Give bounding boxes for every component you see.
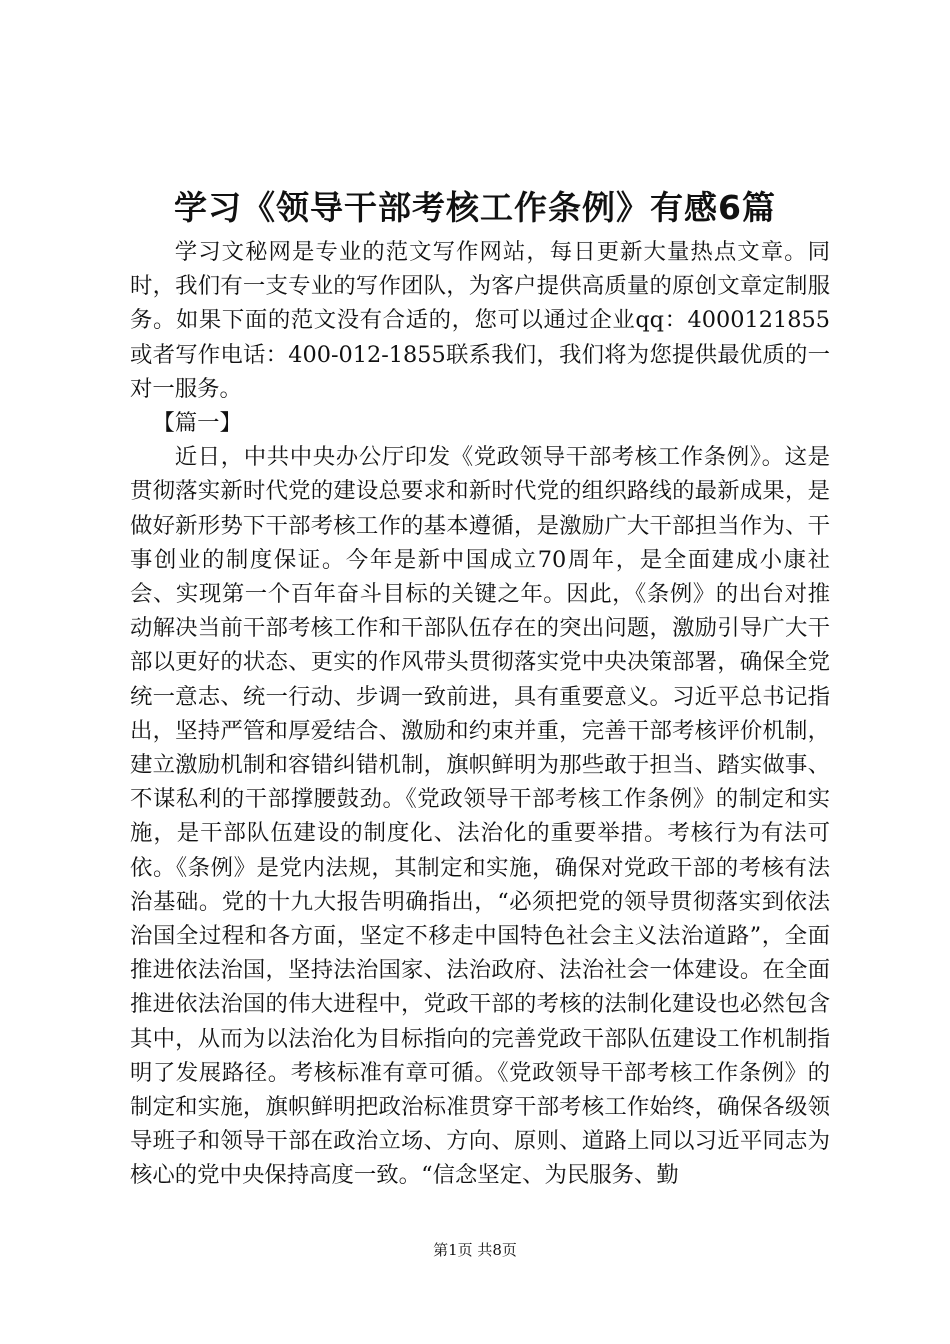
intro-paragraph: 学习文秘网是专业的范文写作网站，每日更新大量热点文章。同时，我们有一支专业的写作团队，为客户提供高质量的原创文章定制服务。如果下面的范文没有合适的，您可以通过企业qq：4000121855或者写作电话：400-012-1855联系我们，我们将为您提供最优质的一对一服务。 [130,239,830,402]
body-paragraph: 近日，中共中央办公厅印发《党政领导干部考核工作条例》。这是贯彻落实新时代党的建设总要求和新时代党的组织路线的最新成果，是做好新形势下干部考核工作的基本遵循，是激励广大干部担当作为、干事创业的制度保证。今年是新中国成立70周年，是全面建成小康社会、实现第一个百年奋斗目标的关键之年。因此，《条例》的出台对推动解决当前干部考核工作和干部队伍存在的突出问题，激励引导广大干部以更好的状态、更实的作风带头贯彻落实党中央决策部署，确保全党统一意志、统一行动、步调一致前进，具有重要意义。习近平总书记指出，坚持严管和厚爱结合、激励和约束并重，完善干部考核评价机制，建立激励机制和容错纠错机制，旗帜鲜明为那些敢于担当、踏实做事、不谋私利的干部撑腰鼓劲。《党政领导干部考核工作条例》的制定和实施，是干部队伍建设的制度化、法治化的重要举措。考核行为有法可依。《条例》是党内法规，其制定和实施，确保对党政干部的考核有法治基础。党的十九大报告明确指出，“必须把党的领导贯彻落实到依法治国全过程和各方面，坚定不移走中国特色社会主义法治道路”，全面推进依法治国，坚持法治国家、法治政府、法治社会一体建设。在全面推进依法治国的伟大进程中，党政干部的考核的法制化建设也必然包含其中，从而为以法治化为目标指向的完善党政干部队伍建设工作机制指明了发展路径。考核标准有章可循。《党政领导干部考核工作条例》的制定和实施，旗帜鲜明把政治标准贯穿干部考核工作始终，确保各级领导班子和领导干部在政治立场、方向、原则、道路上同以习近平同志为核心的党中央保持高度一致。“信念坚定、为民服务、勤 [130,444,830,1189]
document-title: 学习《领导干部考核工作条例》有感6篇 [174,188,776,227]
section-heading: 【篇一】 [152,410,242,437]
document-body [130,235,830,1193]
page-footer: 第1页 共8页 [433,1241,517,1259]
